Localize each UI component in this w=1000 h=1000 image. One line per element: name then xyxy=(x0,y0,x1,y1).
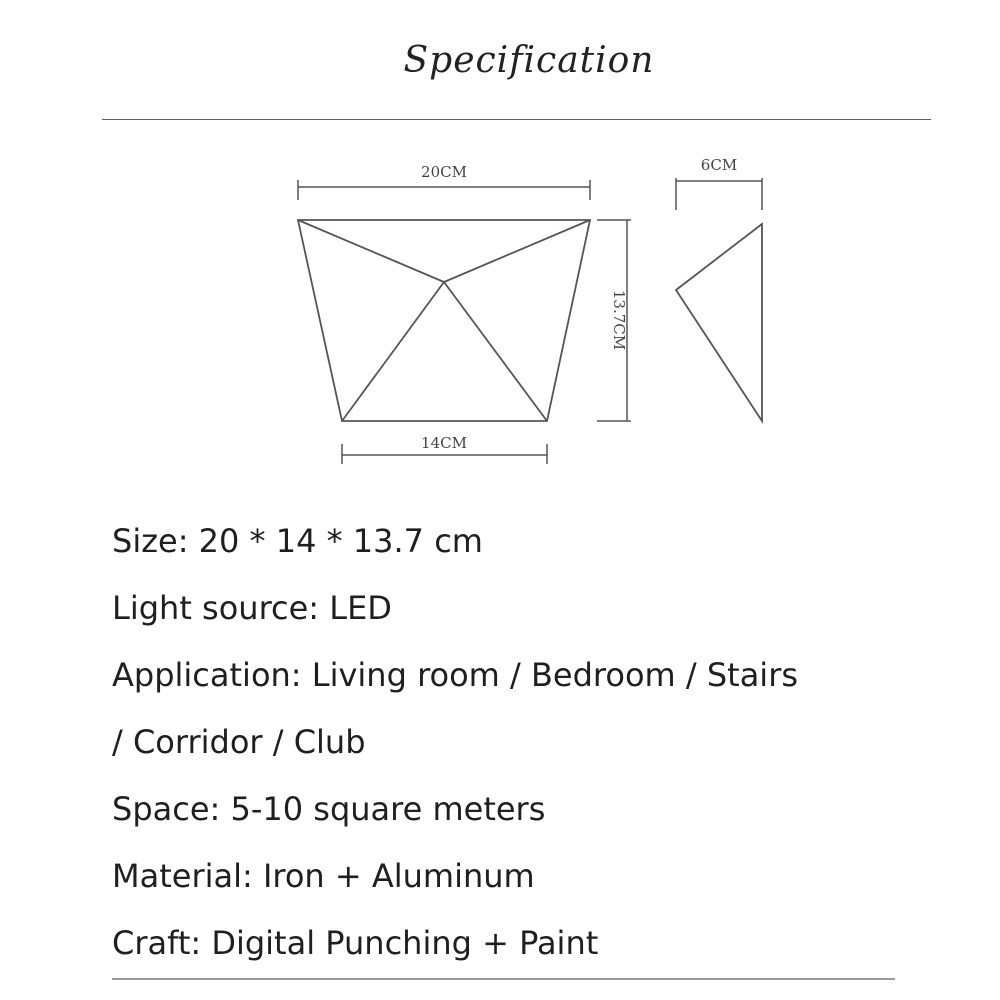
front-view-fold-right-bottom xyxy=(444,282,547,421)
front-view-outline xyxy=(298,220,590,421)
front-view-fold-left-top xyxy=(298,220,444,282)
spec-application: Application: Living room / Bedroom / Stairs xyxy=(112,656,799,694)
front-view-fold-right-top xyxy=(444,220,590,282)
spec-application-continued: / Corridor / Club xyxy=(112,723,366,761)
top-width-label: 20CM xyxy=(421,163,467,181)
spec-material: Material: Iron + Aluminum xyxy=(112,857,535,895)
specification-list xyxy=(112,508,798,977)
side-view-outline xyxy=(676,224,762,421)
spec-size: Size: 20 * 14 * 13.7 cm xyxy=(112,522,483,560)
page-title: Specification xyxy=(403,40,655,81)
top-width-dimension xyxy=(298,180,590,200)
spec-light-source: Light source: LED xyxy=(112,589,392,627)
front-view xyxy=(298,220,590,421)
depth-label: 6CM xyxy=(700,156,738,174)
height-label: 13.7CM xyxy=(610,289,628,351)
bottom-divider xyxy=(112,978,895,980)
spec-space: Space: 5-10 square meters xyxy=(112,790,546,828)
bottom-width-label: 14CM xyxy=(421,434,467,452)
side-view xyxy=(676,224,762,421)
spec-craft: Craft: Digital Punching + Paint xyxy=(112,924,599,962)
front-view-fold-left-bottom xyxy=(342,282,444,421)
depth-dimension xyxy=(676,178,762,210)
